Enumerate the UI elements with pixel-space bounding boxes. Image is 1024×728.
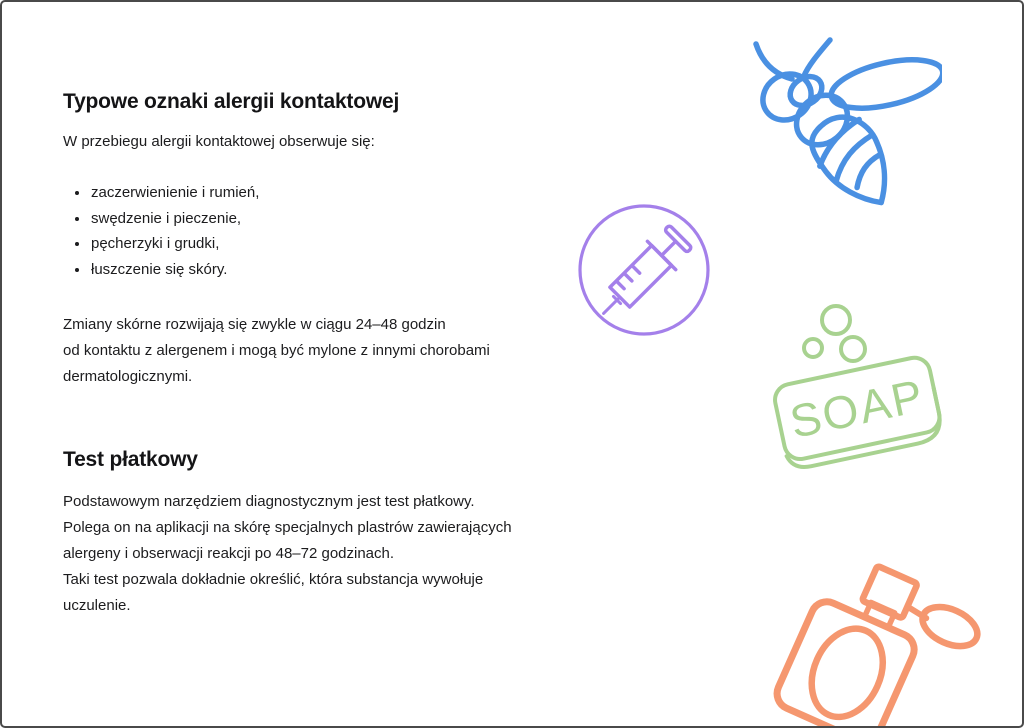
soap-outline xyxy=(772,306,944,471)
list-item: • zaczerwienienie i rumień, xyxy=(90,180,259,206)
perfume-icon xyxy=(744,545,984,728)
perfume-outline xyxy=(772,549,984,728)
section-heading-typowe-oznaki: Typowe oznaki alergii kontaktowej xyxy=(63,90,400,114)
list-item: • swędzenie i pieczenie, xyxy=(90,206,259,232)
section1-paragraph xyxy=(63,312,490,390)
section-heading-test-platkowy: Test płatkowy xyxy=(63,448,198,472)
symptoms-bullet-list xyxy=(63,180,259,282)
syringe-icon xyxy=(567,193,721,347)
paragraph-line: uczulenie. xyxy=(63,597,131,614)
list-item: • pęcherzyki i grudki, xyxy=(90,231,259,257)
soap-label: SOAP xyxy=(785,368,930,448)
syringe-outline xyxy=(580,206,708,334)
paragraph-line: Polega on na aplikacji na skórę specjalnych plastrów zawierających xyxy=(63,519,512,536)
paragraph-line: Zmiany skórne rozwijają się zwykle w ciągu 24–48 godzin xyxy=(63,316,446,333)
intro-paragraph: W przebiegu alergii kontaktowej obserwuje się: xyxy=(63,133,375,150)
paragraph-line: dermatologicznymi. xyxy=(63,368,193,385)
bee-icon xyxy=(742,24,942,209)
paragraph-line: Taki test pozwala dokładnie określić, która substancja wywołuje xyxy=(63,571,484,588)
list-item: • łuszczenie się skóry. xyxy=(90,257,259,283)
paragraph-line: Podstawowym narzędziem diagnostycznym jest test płatkowy. xyxy=(63,493,475,510)
paragraph-line: od kontaktu z alergenem i mogą być mylone z innymi chorobami xyxy=(63,342,490,359)
section2-paragraph xyxy=(63,489,512,619)
soap-icon xyxy=(764,292,959,487)
paragraph-line: alergeny i obserwacji reakcji po 48–72 godzinach. xyxy=(63,545,395,562)
bee-outline xyxy=(754,40,942,209)
